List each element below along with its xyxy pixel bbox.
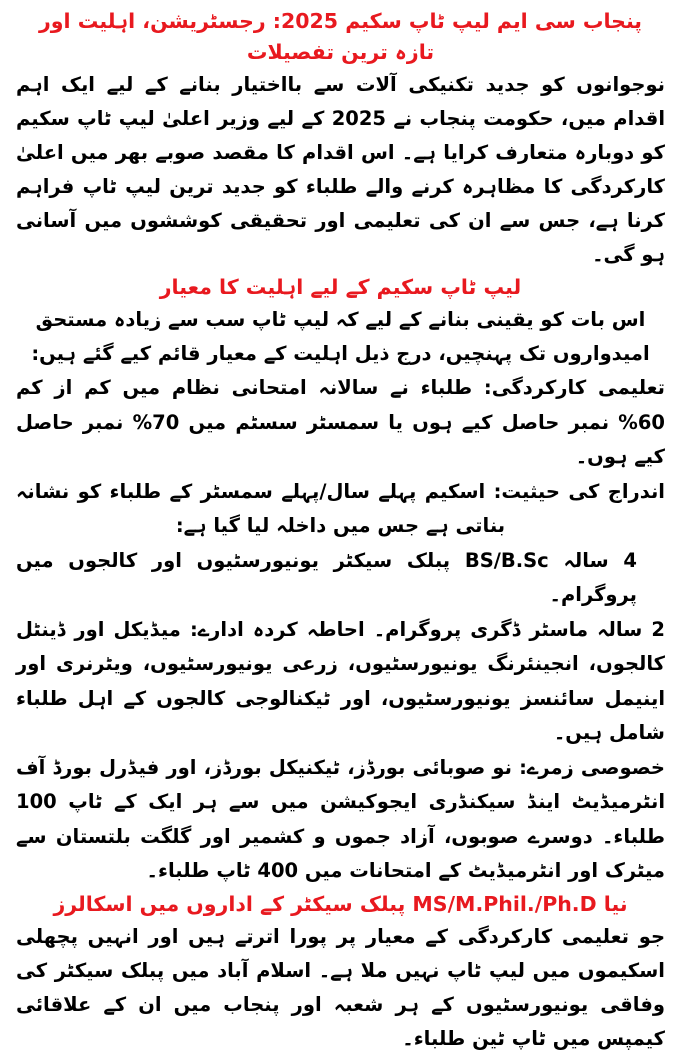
criteria-bs-programs: 4 سالہ BS/B.Sc پبلک سیکٹر یونیورسٹیوں اور کالجوں میں پروگرام۔ bbox=[16, 548, 637, 606]
eligibility-heading: لیپ ٹاپ سکیم کے لیے اہلیت کا معیار bbox=[159, 275, 522, 299]
scholars-heading: نیا MS/M.Phil./Ph.D پبلک سیکٹر کے اداروں میں اسکالرز bbox=[53, 891, 628, 916]
criteria-masters: 2 سالہ ماسٹر ڈگری پروگرام۔ احاطہ کردہ ادارے: میڈیکل اور ڈینٹل کالجوں، انجینئرنگ یونیورسٹیوں، زرعی یونیورسٹیوں، ویٹرنری اور اینیمل سائنسز یونیورسٹیوں، اور ٹیکنالوجی کالجوں کے اہل طلباء شامل ہیں۔ bbox=[16, 617, 665, 744]
criteria-academic: تعلیمی کارکردگی: طلباء نے سالانہ امتحانی نظام میں کم از کم 60% نمبر حاصل کیے ہوں یا سمسٹر سسٹم میں 70% نمبر حاصل کیے ہوں۔ bbox=[16, 376, 665, 468]
scholars-paragraph: جو تعلیمی کارکردگی کے معیار پر پورا اترتے ہیں اور انہیں پچھلی اسکیموں میں لیپ ٹاپ نہیں ملا ہے۔ اسلام آباد میں پبلک سیکٹر کی وفاقی یونیورسٹیوں کے ہر شعبہ اور پنجاب میں ان کے علاقائی کیمپس میں ٹاپ ٹین طلباء۔ bbox=[16, 924, 665, 1050]
criteria-enrollment: اندراج کی حیثیت: اسکیم پہلے سال/پہلے سمسٹر کے طلباء کو نشانہ بناتی ہے جس میں داخلہ لیا گیا ہے: bbox=[16, 479, 665, 537]
article-title: پنجاب سی ایم لیپ ٹاپ سکیم 2025: رجسٹریشن، اہلیت اور تازہ ترین تفصیلات bbox=[38, 9, 643, 64]
intro-paragraph: نوجوانوں کو جدید تکنیکی آلات سے بااختیار بنانے کے لیے ایک اہم اقدام میں، حکومت پنجاب نے 2025 کے لیے وزیر اعلیٰ لیپ ٹاپ سکیم کو دوبارہ متعارف کرایا ہے۔ اس اقدام کا مقصد صوبے بھر میں اعلیٰ کارکردگی کا مظاہرہ کرنے والے طلباء کو جدید ترین لیپ ٹاپ فراہم کرنا ہے، جس سے ان کی تعلیمی اور تحقیقی کوششوں میں آسانی ہو گی۔ bbox=[16, 73, 665, 266]
criteria-special: خصوصی زمرے: نو صوبائی بورڈز، ٹیکنیکل بورڈز، اور فیڈرل بورڈ آف انٹرمیڈیٹ اینڈ سیکنڈری ایجوکیشن میں سے ہر ایک کے ٹاپ 100 طلباء۔ دوسرے صوبوں، آزاد جموں و کشمیر اور گلگت بلتستان سے میٹرک اور انٹرمیڈیٹ کے امتحانات میں 400 ٹاپ طلباء۔ bbox=[16, 755, 665, 882]
eligibility-intro: اس بات کو یقینی بنانے کے لیے کہ لیپ ٹاپ سب سے زیادہ مستحق امیدواروں تک پہنچیں، درج ذیل اہلیت کے معیار قائم کیے گئے ہیں: bbox=[31, 308, 650, 365]
